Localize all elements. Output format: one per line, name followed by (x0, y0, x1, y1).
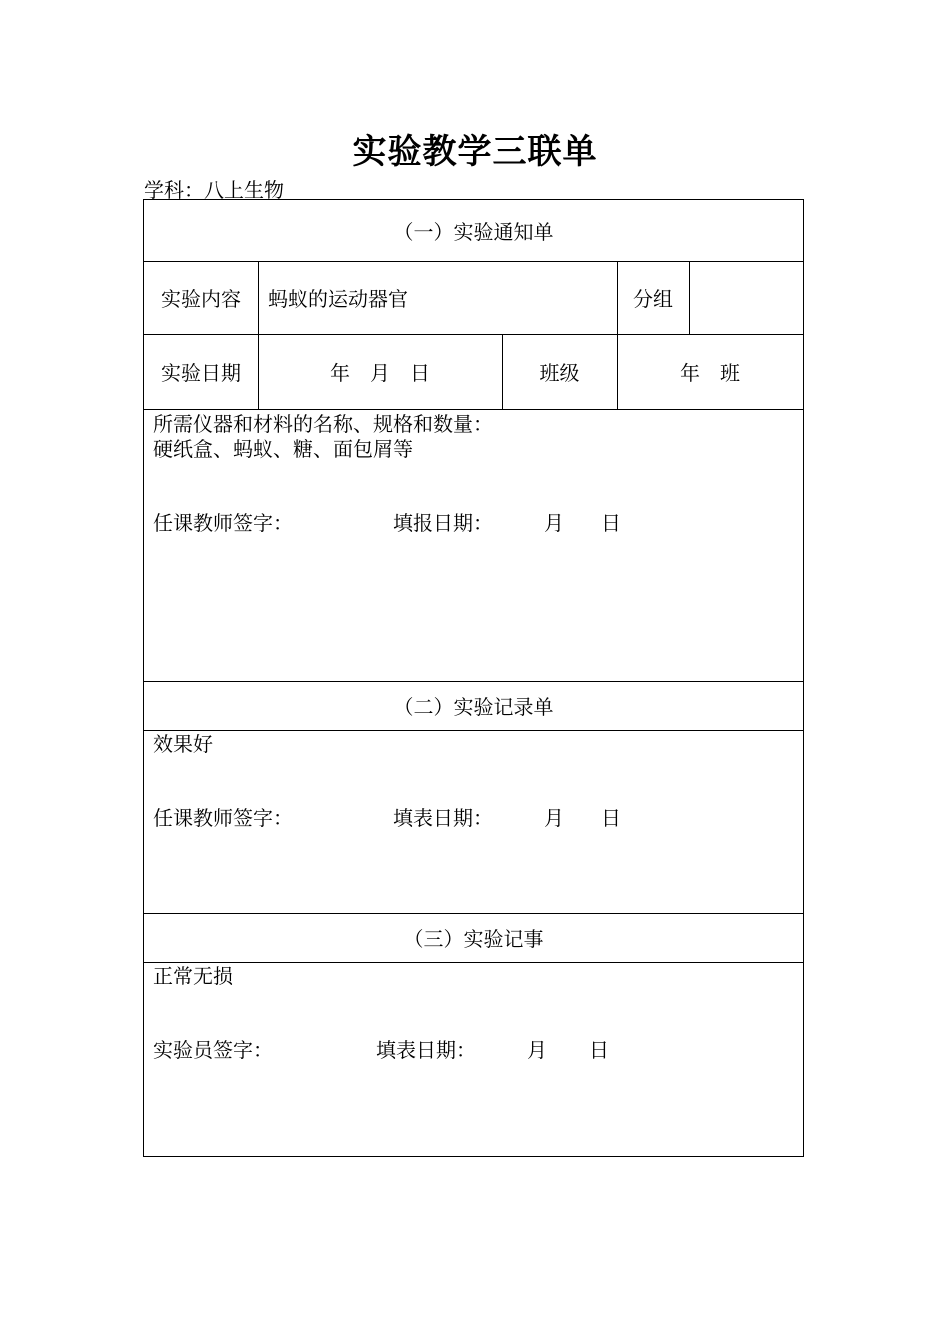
row-divider (144, 962, 803, 963)
group-value (689, 261, 803, 334)
document-title: 实验教学三联单 (352, 132, 598, 172)
month-label: 月 (527, 1038, 547, 1062)
record-content: 效果好 (153, 732, 213, 756)
row-divider (144, 409, 803, 410)
class-value: 年 班 (680, 361, 740, 385)
day-label: 日 (601, 511, 621, 535)
month-label: 月 (544, 511, 564, 535)
content-label: 实验内容 (161, 287, 241, 311)
month-label: 月 (544, 806, 564, 830)
lab-staff-sign-label: 实验员签字： (153, 1038, 273, 1062)
notice-heading: （一）实验通知单 (393, 220, 554, 244)
teacher-sign-label: 任课教师签字： (153, 511, 293, 535)
materials-value: 硬纸盒、蚂蚁、糖、面包屑等 (153, 437, 413, 461)
class-label: 班级 (539, 361, 580, 385)
day-label: 日 (601, 806, 621, 830)
fill-date-label: 填表日期： (376, 1038, 476, 1062)
form-table (143, 199, 804, 1157)
teacher-sign-label: 任课教师签字： (153, 806, 293, 830)
date-label: 实验日期 (161, 361, 241, 385)
date-value: 年 月 日 (330, 361, 430, 385)
events-content: 正常无损 (153, 964, 233, 988)
record-heading: （二）实验记录单 (393, 695, 554, 719)
day-label: 日 (589, 1038, 609, 1062)
content-value: 蚂蚁的运动器官 (268, 287, 408, 311)
events-heading: （三）实验记事 (403, 927, 544, 951)
fill-date-label: 填表日期： (393, 806, 493, 830)
fill-date-label: 填报日期： (393, 511, 493, 535)
row-divider (144, 730, 803, 731)
subject-label: 学科：八上生物 (144, 178, 284, 202)
materials-label: 所需仪器和材料的名称、规格和数量： (153, 412, 493, 436)
group-label: 分组 (633, 287, 673, 311)
